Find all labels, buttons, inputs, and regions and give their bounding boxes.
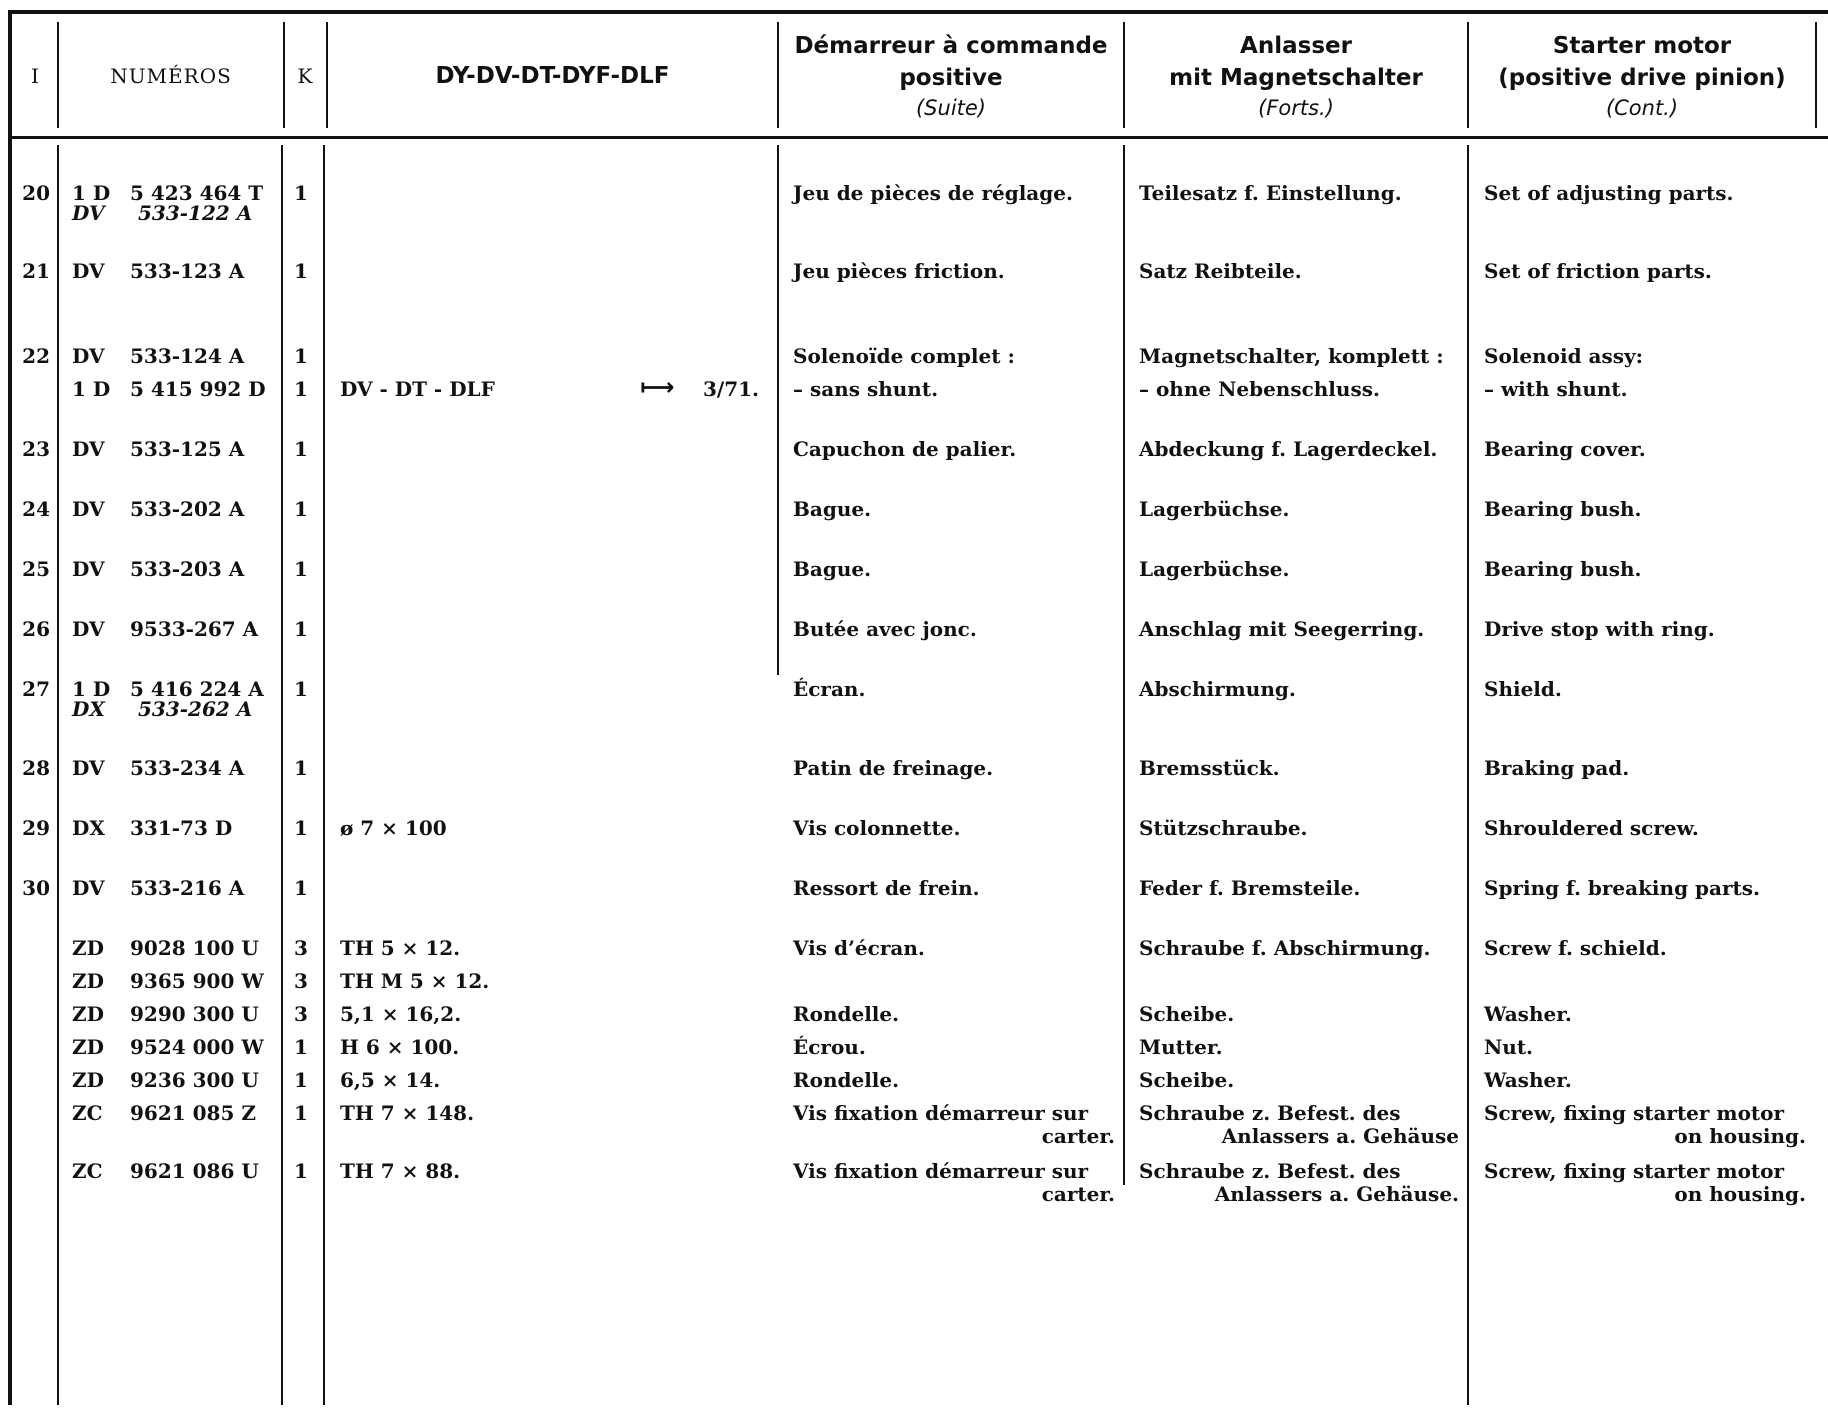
- quantity-k: 1: [294, 437, 308, 461]
- quantity-k: 1: [294, 181, 308, 205]
- desc-de: – ohne Nebenschluss.: [1139, 377, 1380, 401]
- part-number: 5 423 464 T: [130, 181, 264, 205]
- header-numbers: [59, 22, 283, 130]
- row-index: 28: [22, 756, 50, 780]
- desc-en: Screw, fixing starter motor: [1484, 1101, 1785, 1125]
- part-prefix: ZD: [72, 1035, 104, 1059]
- header-german-sub: (Forts.): [1258, 96, 1334, 120]
- desc-de-cont: Anlassers a. Gehäuse.: [1214, 1182, 1459, 1206]
- header-english-sub: (Cont.): [1605, 96, 1679, 120]
- header-english: [1469, 28, 1815, 124]
- quantity-k: 1: [294, 677, 308, 701]
- alt-part-prefix: DV: [72, 201, 105, 225]
- spec-text: ø 7 × 100: [340, 816, 447, 840]
- desc-fr: Rondelle.: [793, 1068, 900, 1092]
- desc-en: Set of friction parts.: [1484, 259, 1712, 283]
- spec-text: TH 7 × 148.: [340, 1101, 475, 1125]
- desc-fr: Ressort de frein.: [793, 876, 980, 900]
- quantity-k: 1: [294, 617, 308, 641]
- col-divider-3: [323, 145, 325, 1405]
- part-prefix: DV: [72, 876, 105, 900]
- part-number: 5 415 992 D: [130, 377, 266, 401]
- part-prefix: 1 D: [72, 181, 111, 205]
- desc-de: Bremsstück.: [1139, 756, 1280, 780]
- spec-text: TH M 5 × 12.: [340, 969, 490, 993]
- desc-de: Lagerbüchse.: [1139, 497, 1290, 521]
- desc-de: Feder f. Bremsteile.: [1139, 876, 1361, 900]
- part-prefix: ZD: [72, 1068, 104, 1092]
- row-index: 26: [22, 617, 50, 641]
- header-numbers-label: NUMÉROS: [110, 64, 232, 88]
- desc-fr: Vis fixation démarreur sur: [793, 1101, 1089, 1125]
- desc-fr: Écrou.: [793, 1035, 866, 1059]
- quantity-k: 3: [294, 1002, 308, 1026]
- part-prefix: 1 D: [72, 377, 111, 401]
- row-index: 23: [22, 437, 50, 461]
- desc-de: Magnetschalter, komplett :: [1139, 344, 1444, 368]
- header-index-label: I: [31, 64, 40, 88]
- desc-fr: Patin de freinage.: [793, 756, 994, 780]
- desc-fr: Solenoïde complet :: [793, 344, 1015, 368]
- part-number: 9290 300 U: [130, 1002, 259, 1026]
- header-index: [14, 22, 57, 130]
- desc-de-cont: Anlassers a. Gehäuse: [1221, 1124, 1459, 1148]
- header-german-title-2: mit Magnetschalter: [1169, 65, 1423, 91]
- desc-de: Teilesatz f. Einstellung.: [1139, 181, 1402, 205]
- desc-fr: Rondelle.: [793, 1002, 900, 1026]
- desc-en: Bearing cover.: [1484, 437, 1646, 461]
- alt-part-number: 533-262 A: [138, 697, 253, 721]
- desc-en: Washer.: [1484, 1002, 1572, 1026]
- desc-en: Bearing bush.: [1484, 557, 1642, 581]
- header-french-title-1: Démarreur à commande: [794, 33, 1108, 59]
- desc-fr: Bague.: [793, 497, 872, 521]
- spec-text: TH 7 × 88.: [340, 1159, 461, 1183]
- part-number: 533-216 A: [130, 876, 245, 900]
- spec-text: 6,5 × 14.: [340, 1068, 441, 1092]
- desc-fr: Vis fixation démarreur sur: [793, 1159, 1089, 1183]
- row-index: 25: [22, 557, 50, 581]
- col-divider-4: [777, 145, 779, 675]
- header-k: [285, 22, 326, 130]
- part-prefix: DV: [72, 437, 105, 461]
- part-prefix: DV: [72, 756, 105, 780]
- row-index: 30: [22, 876, 50, 900]
- quantity-k: 1: [294, 1101, 308, 1125]
- desc-fr: Jeu de pièces de réglage.: [793, 181, 1073, 205]
- col-divider-5: [1123, 145, 1125, 1185]
- header-french-title-2: positive: [899, 65, 1003, 91]
- quantity-k: 1: [294, 756, 308, 780]
- desc-fr: Bague.: [793, 557, 872, 581]
- part-number: 533-123 A: [130, 259, 245, 283]
- desc-fr: Butée avec jonc.: [793, 617, 977, 641]
- quantity-k: 1: [294, 876, 308, 900]
- quantity-k: 1: [294, 259, 308, 283]
- part-prefix: DX: [72, 816, 105, 840]
- spec-text: DV - DT - DLF: [340, 377, 495, 401]
- alt-part-number: 533-122 A: [138, 201, 253, 225]
- desc-de: Schraube z. Befest. des: [1139, 1101, 1401, 1125]
- quantity-k: 3: [294, 969, 308, 993]
- header-english-title-1: Starter motor: [1552, 33, 1732, 59]
- header-k-label: K: [297, 64, 314, 88]
- part-number: 9621 085 Z: [130, 1101, 256, 1125]
- part-number: 533-124 A: [130, 344, 245, 368]
- desc-en: Washer.: [1484, 1068, 1572, 1092]
- part-prefix: DV: [72, 617, 105, 641]
- desc-fr: Écran.: [793, 677, 866, 701]
- part-prefix: ZC: [72, 1159, 103, 1183]
- quantity-k: 1: [294, 497, 308, 521]
- row-index: 22: [22, 344, 50, 368]
- desc-en-cont: on housing.: [1674, 1124, 1806, 1148]
- header-models-label: DY-DV-DT-DYF-DLF: [435, 63, 670, 89]
- spec-text: 5,1 × 16,2.: [340, 1002, 462, 1026]
- desc-en: Bearing bush.: [1484, 497, 1642, 521]
- part-prefix: DV: [72, 557, 105, 581]
- quantity-k: 3: [294, 936, 308, 960]
- row-index: 20: [22, 181, 50, 205]
- desc-en: Screw f. schield.: [1484, 936, 1667, 960]
- part-number: 533-234 A: [130, 756, 245, 780]
- desc-de: Abschirmung.: [1139, 677, 1296, 701]
- desc-en: – with shunt.: [1484, 377, 1628, 401]
- desc-en: Spring f. breaking parts.: [1484, 876, 1760, 900]
- desc-fr: Vis d’écran.: [793, 936, 925, 960]
- part-prefix: DV: [72, 497, 105, 521]
- quantity-k: 1: [294, 377, 308, 401]
- part-number: 9028 100 U: [130, 936, 259, 960]
- desc-fr: Jeu pièces friction.: [793, 259, 1005, 283]
- part-prefix: DV: [72, 344, 105, 368]
- part-prefix: ZD: [72, 969, 104, 993]
- desc-de: Abdeckung f. Lagerdeckel.: [1139, 437, 1438, 461]
- desc-fr: Vis colonnette.: [793, 816, 961, 840]
- header-french-sub: (Suite): [915, 96, 986, 120]
- header-german-title-1: Anlasser: [1240, 33, 1352, 59]
- quantity-k: 1: [294, 557, 308, 581]
- col-divider-1: [57, 145, 59, 1405]
- desc-de: Scheibe.: [1139, 1002, 1235, 1026]
- part-prefix: ZD: [72, 1002, 104, 1026]
- part-number: 9621 086 U: [130, 1159, 259, 1183]
- desc-en: Set of adjusting parts.: [1484, 181, 1734, 205]
- desc-fr-cont: carter.: [1041, 1182, 1115, 1206]
- part-prefix: 1 D: [72, 677, 111, 701]
- part-number: 533-202 A: [130, 497, 245, 521]
- header-french: [779, 28, 1123, 124]
- row-index: 27: [22, 677, 50, 701]
- part-number: 9236 300 U: [130, 1068, 259, 1092]
- col-divider-2: [281, 145, 283, 1405]
- desc-de: Lagerbüchse.: [1139, 557, 1290, 581]
- desc-de: Scheibe.: [1139, 1068, 1235, 1092]
- desc-de: Satz Reibteile.: [1139, 259, 1302, 283]
- header-separator: [8, 136, 1828, 139]
- spec-text: H 6 × 100.: [340, 1035, 460, 1059]
- part-number: 9524 000 W: [130, 1035, 264, 1059]
- header-models: [328, 22, 777, 130]
- arrow-right-icon: ⟼: [640, 373, 675, 401]
- header-german: [1125, 28, 1467, 124]
- part-number: 533-125 A: [130, 437, 245, 461]
- spec-text: TH 5 × 12.: [340, 936, 461, 960]
- part-prefix: ZC: [72, 1101, 103, 1125]
- part-number: 9365 900 W: [130, 969, 264, 993]
- header-english-title-2: (positive drive pinion): [1498, 65, 1786, 91]
- quantity-k: 1: [294, 344, 308, 368]
- desc-de: Schraube f. Abschirmung.: [1139, 936, 1431, 960]
- desc-en: Shrouldered screw.: [1484, 816, 1699, 840]
- desc-de: Anschlag mit Seegerring.: [1139, 617, 1425, 641]
- col-divider-6: [1467, 145, 1469, 1405]
- desc-en: Shield.: [1484, 677, 1562, 701]
- desc-fr-cont: carter.: [1041, 1124, 1115, 1148]
- desc-fr: – sans shunt.: [793, 377, 939, 401]
- row-index: 24: [22, 497, 50, 521]
- quantity-k: 1: [294, 1159, 308, 1183]
- desc-en: Braking pad.: [1484, 756, 1630, 780]
- part-prefix: ZD: [72, 936, 104, 960]
- part-number: 533-203 A: [130, 557, 245, 581]
- row-index: 21: [22, 259, 50, 283]
- desc-de: Mutter.: [1139, 1035, 1223, 1059]
- desc-en: Solenoid assy:: [1484, 344, 1644, 368]
- desc-de: Stützschraube.: [1139, 816, 1308, 840]
- left-border: [8, 10, 12, 1405]
- quantity-k: 1: [294, 816, 308, 840]
- desc-en: Screw, fixing starter motor: [1484, 1159, 1785, 1183]
- quantity-k: 1: [294, 1068, 308, 1092]
- part-prefix: DV: [72, 259, 105, 283]
- part-number: 331-73 D: [130, 816, 233, 840]
- alt-part-prefix: DX: [72, 697, 105, 721]
- desc-de: Schraube z. Befest. des: [1139, 1159, 1401, 1183]
- part-number: 9533-267 A: [130, 617, 259, 641]
- desc-fr: Capuchon de palier.: [793, 437, 1017, 461]
- quantity-k: 1: [294, 1035, 308, 1059]
- row-index: 29: [22, 816, 50, 840]
- col-divider-7-header: [1815, 22, 1817, 128]
- top-border: [8, 10, 1828, 14]
- part-number: 5 416 224 A: [130, 677, 264, 701]
- desc-en: Nut.: [1484, 1035, 1534, 1059]
- effective-date: 3/71.: [703, 377, 760, 401]
- desc-en: Drive stop with ring.: [1484, 617, 1715, 641]
- desc-en-cont: on housing.: [1674, 1182, 1806, 1206]
